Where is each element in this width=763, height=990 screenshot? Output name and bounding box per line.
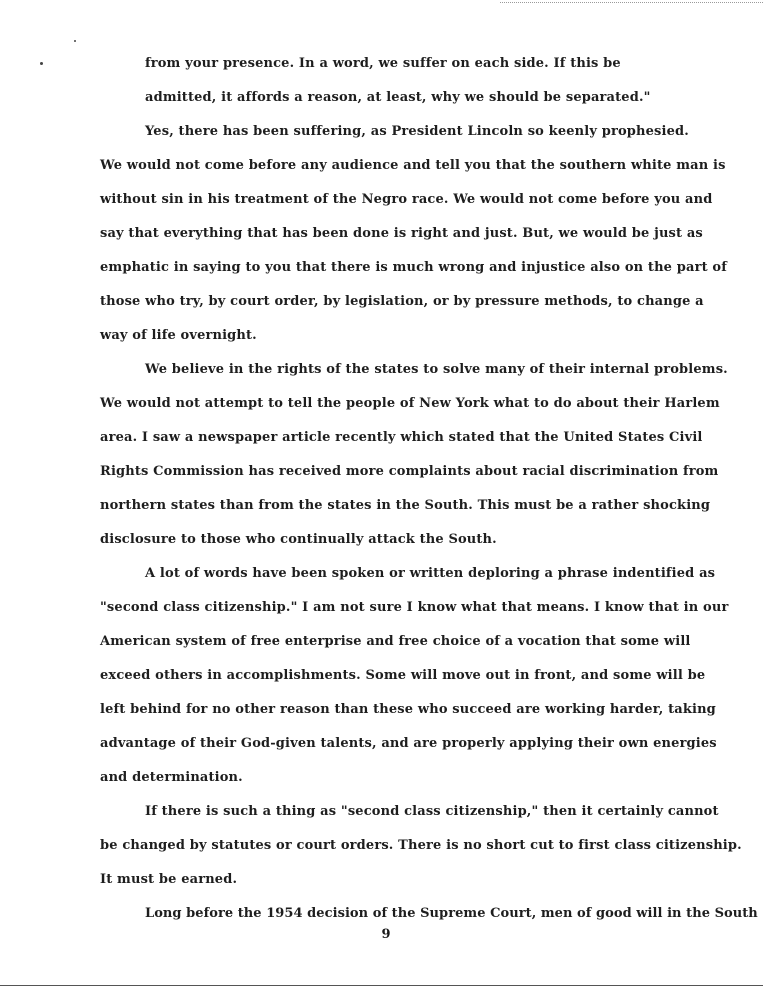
- text-line: those who try, by court order, by legislation, or by pressure methods, to change a: [100, 294, 704, 309]
- text-line: It must be earned.: [100, 872, 238, 887]
- text-line: Yes, there has been suffering, as President Lincoln so keenly prophesied.: [145, 124, 689, 139]
- text-line: admitted, it affords a reason, at least, why we should be separated.": [145, 90, 651, 105]
- text-line: be changed by statutes or court orders. There is no short cut to first class citizenship.: [100, 838, 742, 853]
- text-line: northern states than from the states in the South. This must be a rather shocking: [100, 498, 711, 513]
- text-line: from your presence. In a word, we suffer on each side. If this be: [145, 56, 621, 71]
- text-line: Rights Commission has received more complaints about racial discrimination from: [100, 464, 719, 479]
- text-line: Long before the 1954 decision of the Supreme Court, men of good will in the South: [145, 906, 758, 921]
- text-line: disclosure to those who continually attack the South.: [100, 532, 497, 547]
- text-line: "second class citizenship." I am not sure I know what that means. I know that in our: [100, 600, 729, 615]
- text-line: A lot of words have been spoken or written deploring a phrase indentified as: [145, 566, 716, 581]
- text-line: area. I saw a newspaper article recently which stated that the United States Civil: [100, 430, 703, 445]
- text-line: and determination.: [100, 770, 243, 785]
- scan-speck: [40, 62, 43, 65]
- scan-speck: [74, 40, 76, 42]
- text-line: advantage of their God-given talents, and are properly applying their own energies: [100, 736, 717, 751]
- bottom-edge-rule: [0, 985, 763, 986]
- text-line: If there is such a thing as "second class citizenship," then it certainly cannot: [145, 804, 719, 819]
- text-line: We believe in the rights of the states to solve many of their internal problems.: [145, 362, 728, 377]
- text-line: American system of free enterprise and free choice of a vocation that some will: [100, 634, 691, 649]
- text-line: exceed others in accomplishments. Some will move out in front, and some will be: [100, 668, 706, 683]
- text-line: say that everything that has been done is right and just. But, we would be just as: [100, 226, 703, 241]
- text-line: We would not attempt to tell the people of New York what to do about their Harlem: [100, 396, 720, 411]
- text-line: left behind for no other reason than these who succeed are working harder, taking: [100, 702, 716, 717]
- page-number: 9: [381, 927, 391, 942]
- text-line: way of life overnight.: [100, 328, 257, 343]
- text-line: We would not come before any audience and tell you that the southern white man is: [100, 158, 726, 173]
- text-line: emphatic in saying to you that there is much wrong and injustice also on the part of: [100, 260, 727, 275]
- top-edge-dotted-rule: [500, 2, 763, 3]
- text-line: without sin in his treatment of the Negro race. We would not come before you and: [100, 192, 713, 207]
